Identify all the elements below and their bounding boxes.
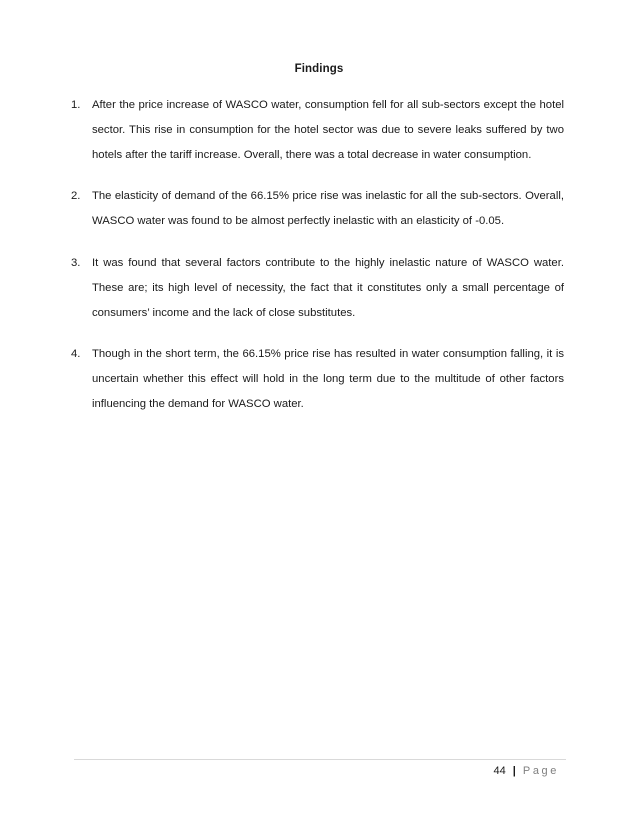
finding-text: Though in the short term, the 66.15% price rise has resulted in water consumption falling, it is uncertain whether this effect will hold in the long term due to the multitude of other factors influencing the demand for WASCO water. [92,348,564,410]
page-label: Page [522,765,559,777]
page-number: 44 [493,765,506,777]
finding-number: 2. [71,190,81,203]
finding-number: 4. [71,348,81,361]
findings-list [71,93,564,434]
finding-text: The elasticity of demand of the 66.15% price rise was inelastic for all the sub-sectors. Overall, WASCO water was found to be almost perfectly inelastic with an elasticity of -0.05. [92,190,564,228]
finding-item [71,342,564,416]
footer-divider [74,759,566,760]
finding-item [71,93,564,167]
finding-number: 3. [71,256,81,269]
finding-text: After the price increase of WASCO water, consumption fell for all sub-sectors except the hotel sector. This rise in consumption for the hotel sector was due to severe leaks suffered by two hotels after the tariff increase. Overall, there was a total decrease in water consumption. [92,99,564,161]
finding-text: It was found that several factors contribute to the highly inelastic nature of WASCO water. These are; its high level of necessity, the fact that it constitutes only a small percentage of consumers’ income and the lack of close substitutes. [92,256,564,319]
finding-item [71,251,564,325]
section-heading: Findings [294,63,344,75]
footer-separator: | [512,765,516,777]
page-footer [493,763,559,779]
finding-number: 1. [71,99,81,111]
finding-item [71,184,564,234]
